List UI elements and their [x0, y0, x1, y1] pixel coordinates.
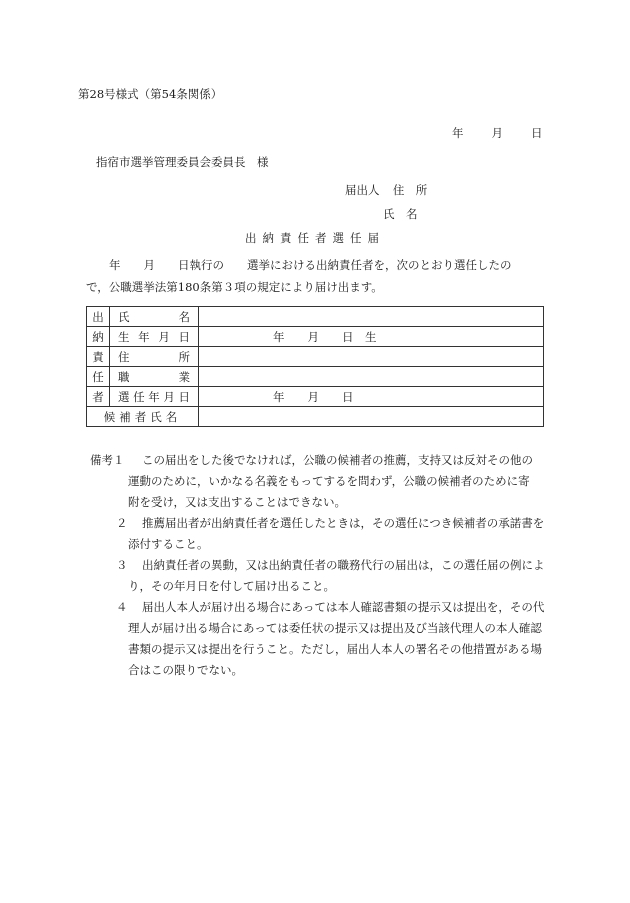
note-line: 届出人本人が届け出る場合にあっては本人確認書類の提示又は提出を，その代	[142, 600, 545, 614]
table-row	[87, 367, 544, 387]
note-item-3	[94, 555, 564, 597]
name-field[interactable]	[199, 307, 544, 327]
row-label-occupation: 職 業	[110, 367, 199, 387]
note-line: 運動のために，いかなる名義をもってするを問わず，公職の候補者のために寄	[128, 474, 530, 488]
date-day: 日	[531, 126, 543, 140]
note-line: 出納責任者の異動，又は出納責任者の職務代行の届出は，この選任届の例によ	[142, 558, 545, 572]
notifier-address	[345, 182, 427, 198]
note-line: 合はこの限りでない。	[128, 663, 243, 677]
note-line: り，その年月日を付して届け出ること。	[128, 579, 335, 593]
note-number: ４	[116, 600, 128, 614]
date-line	[452, 125, 543, 141]
side-label-char: 者	[87, 387, 110, 407]
note-number: ３	[116, 558, 128, 572]
table-row	[87, 327, 544, 347]
appointment-date-field[interactable]: 年 月 日	[199, 387, 544, 407]
table-row	[87, 307, 544, 327]
form-number: 第28号様式（第54条関係）	[78, 87, 223, 101]
note-item-1	[90, 450, 564, 513]
document-title: 出納責任者選任届	[245, 231, 385, 245]
addressee: 指宿市選挙管理委員会委員長 様	[96, 155, 269, 169]
notifier-label: 届出人	[345, 183, 380, 197]
notifier-name-label: 氏 名	[383, 207, 418, 221]
note-item-4	[94, 597, 564, 681]
date-year: 年	[452, 126, 464, 140]
candidate-name-field[interactable]	[199, 407, 544, 427]
notes-heading: 備考１	[90, 453, 125, 467]
body-line-2: で，公職選挙法第180条第３項の規定により届け出ます。	[86, 280, 383, 294]
note-line: この届出をした後でなければ，公職の候補者の推薦，支持又は反対その他の	[142, 453, 533, 467]
note-line: 推薦届出者が出納責任者を選任したときは，その選任につき候補者の承諾書を	[142, 516, 545, 530]
treasurer-form-table	[86, 306, 544, 427]
note-number: ２	[116, 516, 128, 530]
address-field[interactable]	[199, 347, 544, 367]
side-label-char: 納	[87, 327, 110, 347]
table-row	[87, 407, 544, 427]
notes-section	[90, 450, 564, 681]
row-label-appointment-date: 選 任 年 月 日	[110, 387, 199, 407]
body-text	[86, 254, 556, 298]
table-row	[87, 387, 544, 407]
row-label-name: 氏 名	[110, 307, 199, 327]
birthdate-field[interactable]: 年 月 日 生	[199, 327, 544, 347]
occupation-field[interactable]	[199, 367, 544, 387]
row-label-address: 住 所	[110, 347, 199, 367]
side-label-char: 出	[87, 307, 110, 327]
note-line: 添付すること。	[128, 537, 209, 551]
side-label-char: 責	[87, 347, 110, 367]
address-label: 住 所	[392, 183, 428, 197]
note-line: 書類の提示又は提出を行うこと。ただし，届出人本人の署名その他措置がある場	[128, 642, 542, 656]
date-month: 月	[491, 126, 503, 140]
note-item-2	[94, 513, 564, 555]
note-line: 附を受け，又は支出することはできない。	[128, 495, 347, 509]
candidate-name-label: 候補者氏名	[87, 407, 199, 427]
body-line-1: 年 月 日執行の 選挙における出納責任者を，次のとおり選任したの	[86, 258, 512, 272]
side-label-char: 任	[87, 367, 110, 387]
note-line: 理人が届け出る場合にあっては委任状の提示又は提出及び当該代理人の本人確認	[128, 621, 542, 635]
table-row	[87, 347, 544, 367]
row-label-birthdate: 生 年 月 日	[110, 327, 199, 347]
